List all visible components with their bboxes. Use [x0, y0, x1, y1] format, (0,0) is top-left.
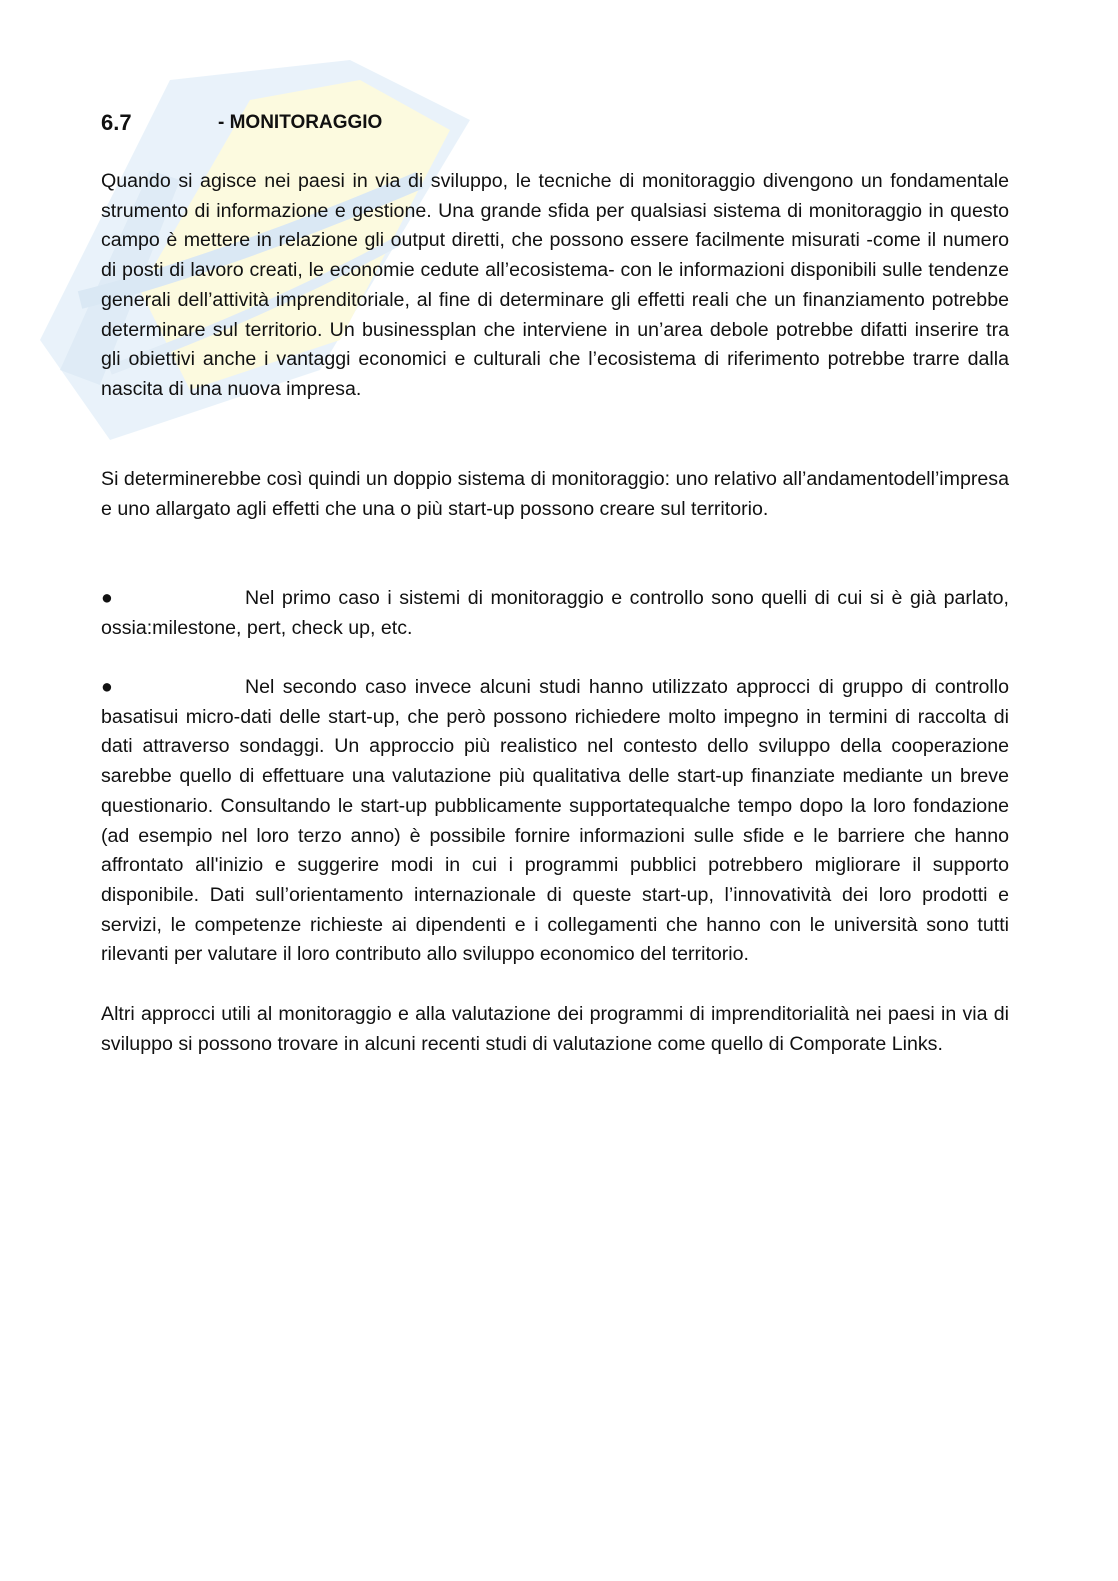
bullet-marker: ● — [101, 676, 113, 698]
bullet-item-second-case — [101, 673, 1009, 970]
bullet-marker: ● — [101, 587, 113, 609]
bullet-text: Nel primo caso i sistemi di monitoraggio e controllo sono quelli di cui si è già parlato, ossia:milestone, pert, check up, etc. — [101, 587, 1009, 639]
section-heading — [101, 106, 1009, 140]
paragraph-double-system: Si determinerebbe così quindi un doppio sistema di monitoraggio: uno relativo all’andamentodell’impresa e uno allargato agli effetti che una o più start-up possono creare sul territorio. — [101, 468, 1009, 520]
section-title: - MONITORAGGIO — [218, 112, 383, 133]
bullet-text: Nel secondo caso invece alcuni studi hanno utilizzato approcci di gruppo di controllo basatisui micro-dati delle start-up, che però possono richiedere molto impegno in termini di raccolta di dati attraverso sondaggi. Un approccio più realistico nel contesto dello sviluppo della cooperazione sarebbe quello di effettuare una valutazione più qualitativa delle start-up finanziate mediante un breve questionario. Consultando le start-up pubblicamente supportatequalche tempo dopo la loro fondazione (ad esempio nel loro terzo anno) è possibile fornire informazioni sulle sfide e le barriere che hanno affrontato all'inizio e suggerire modi in cui i programmi pubblici potrebbero migliorare il supporto disponibile. Dati sull’orientamento internazionale di queste start-up, l’innovatività dei loro prodotti e servizi, le competenze richieste ai dipendenti e i collegamenti che hanno con le università sono tutti rilevanti per valutare il loro contributo allo sviluppo economico del territorio. — [101, 676, 1009, 966]
bullet-item-first-case — [101, 584, 1009, 643]
paragraph-other-approaches: Altri approcci utili al monitoraggio e alla valutazione dei programmi di imprenditorialità nei paesi in via di sviluppo si possono trovare in alcuni recenti studi di valutazione come quello di Comporate Links. — [101, 1003, 1009, 1055]
section-number: 6.7 — [101, 110, 132, 135]
paragraph-intro: Quando si agisce nei paesi in via di sviluppo, le tecniche di monitoraggio divengono un fondamentale strumento di informazione e gestione. Una grande sfida per qualsiasi sistema di monitoraggio in questo campo è mettere in relazione gli output diretti, che possono essere facilmente misurati -come il numero di posti di lavoro creati, le economie cedute all’ecosistema- con le informazioni disponibili sulle tendenze generali dell’attività imprenditoriale, al fine di determinare gli effetti reali che un finanziamento potrebbe determinare sul territorio. Un businessplan che interviene in un’area debole potrebbe difatti inserire tra gli obiettivi anche i vantaggi economici e culturali che l’ecosistema di riferimento potrebbe trarre dalla nascita di una nuova impresa. — [101, 170, 1009, 400]
